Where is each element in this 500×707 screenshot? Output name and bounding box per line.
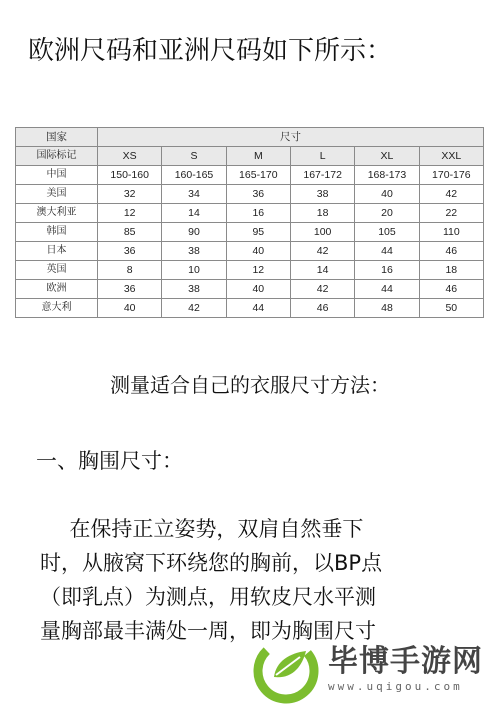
size-value-cell: 46 (419, 280, 483, 299)
size-value-cell: 16 (355, 261, 419, 280)
size-value-cell: 38 (162, 280, 226, 299)
size-value-cell: 167-172 (290, 166, 354, 185)
intl-size-row (16, 147, 484, 166)
size-value-cell: 95 (226, 223, 290, 242)
size-label: M (226, 147, 290, 166)
size-value-cell: 42 (290, 280, 354, 299)
size-label: XS (98, 147, 162, 166)
size-value-cell: 42 (290, 242, 354, 261)
site-watermark (250, 630, 500, 707)
paragraph-line: 时，从腋窝下环绕您的胸前，以BP点 (40, 551, 383, 575)
leaf-logo-icon (250, 633, 322, 705)
size-label: L (290, 147, 354, 166)
table-row (16, 185, 484, 204)
size-value-cell: 42 (162, 299, 226, 318)
size-label: XXL (419, 147, 483, 166)
country-cell: 澳大利亚 (16, 204, 98, 223)
size-label: XL (355, 147, 419, 166)
table-row (16, 280, 484, 299)
table-row (16, 166, 484, 185)
size-value-cell: 46 (419, 242, 483, 261)
table-row (16, 204, 484, 223)
size-value-cell: 44 (226, 299, 290, 318)
size-value-cell: 50 (419, 299, 483, 318)
size-value-cell: 16 (226, 204, 290, 223)
size-value-cell: 105 (355, 223, 419, 242)
section-title: 一、胸围尺寸： (36, 449, 183, 473)
size-value-cell: 8 (98, 261, 162, 280)
size-value-cell: 40 (355, 185, 419, 204)
size-value-cell: 90 (162, 223, 226, 242)
size-value-cell: 44 (355, 280, 419, 299)
instruction-paragraph (40, 512, 470, 647)
size-value-cell: 100 (290, 223, 354, 242)
size-value-cell: 46 (290, 299, 354, 318)
size-value-cell: 150-160 (98, 166, 162, 185)
size-value-cell: 110 (419, 223, 483, 242)
size-value-cell: 14 (162, 204, 226, 223)
size-value-cell: 40 (226, 242, 290, 261)
country-cell: 美国 (16, 185, 98, 204)
country-cell: 中国 (16, 166, 98, 185)
table-header-row (16, 128, 484, 147)
size-value-cell: 22 (419, 204, 483, 223)
size-value-cell: 36 (226, 185, 290, 204)
size-value-cell: 38 (162, 242, 226, 261)
watermark-url: www.uqigou.com (328, 679, 463, 693)
size-value-cell: 18 (419, 261, 483, 280)
table-row (16, 223, 484, 242)
size-value-cell: 42 (419, 185, 483, 204)
size-value-cell: 20 (355, 204, 419, 223)
size-value-cell: 44 (355, 242, 419, 261)
size-value-cell: 36 (98, 280, 162, 299)
table-row (16, 261, 484, 280)
size-value-cell: 40 (98, 299, 162, 318)
size-value-cell: 40 (226, 280, 290, 299)
size-value-cell: 36 (98, 242, 162, 261)
country-cell: 欧洲 (16, 280, 98, 299)
paragraph-line: 量胸部最丰满处一周，即为胸围尺寸 (40, 619, 376, 643)
country-header: 国家 (16, 128, 98, 147)
size-value-cell: 160-165 (162, 166, 226, 185)
country-cell: 日本 (16, 242, 98, 261)
size-value-cell: 14 (290, 261, 354, 280)
size-value-cell: 165-170 (226, 166, 290, 185)
country-cell: 意大利 (16, 299, 98, 318)
size-value-cell: 85 (98, 223, 162, 242)
size-label: S (162, 147, 226, 166)
table-row (16, 242, 484, 261)
size-value-cell: 12 (226, 261, 290, 280)
size-chart-table (15, 127, 484, 318)
country-cell: 韩国 (16, 223, 98, 242)
paragraph-line: 在保持正立姿势，双肩自然垂下 (69, 517, 364, 541)
watermark-site-name: 毕博手游网 (328, 643, 483, 679)
country-cell: 英国 (16, 261, 98, 280)
size-value-cell: 32 (98, 185, 162, 204)
intl-label: 国际标记 (16, 147, 98, 166)
paragraph-line: （即乳点）为测点，用软皮尺水平测 (40, 585, 376, 609)
size-value-cell: 10 (162, 261, 226, 280)
size-value-cell: 18 (290, 204, 354, 223)
table-row (16, 299, 484, 318)
size-value-cell: 170-176 (419, 166, 483, 185)
page-heading: 欧洲尺码和亚洲尺码如下所示： (28, 36, 393, 66)
size-value-cell: 34 (162, 185, 226, 204)
size-value-cell: 38 (290, 185, 354, 204)
method-subtitle: 测量适合自己的衣服尺寸方法： (110, 373, 390, 397)
size-value-cell: 168-173 (355, 166, 419, 185)
size-value-cell: 12 (98, 204, 162, 223)
size-value-cell: 48 (355, 299, 419, 318)
size-header: 尺寸 (98, 128, 484, 147)
